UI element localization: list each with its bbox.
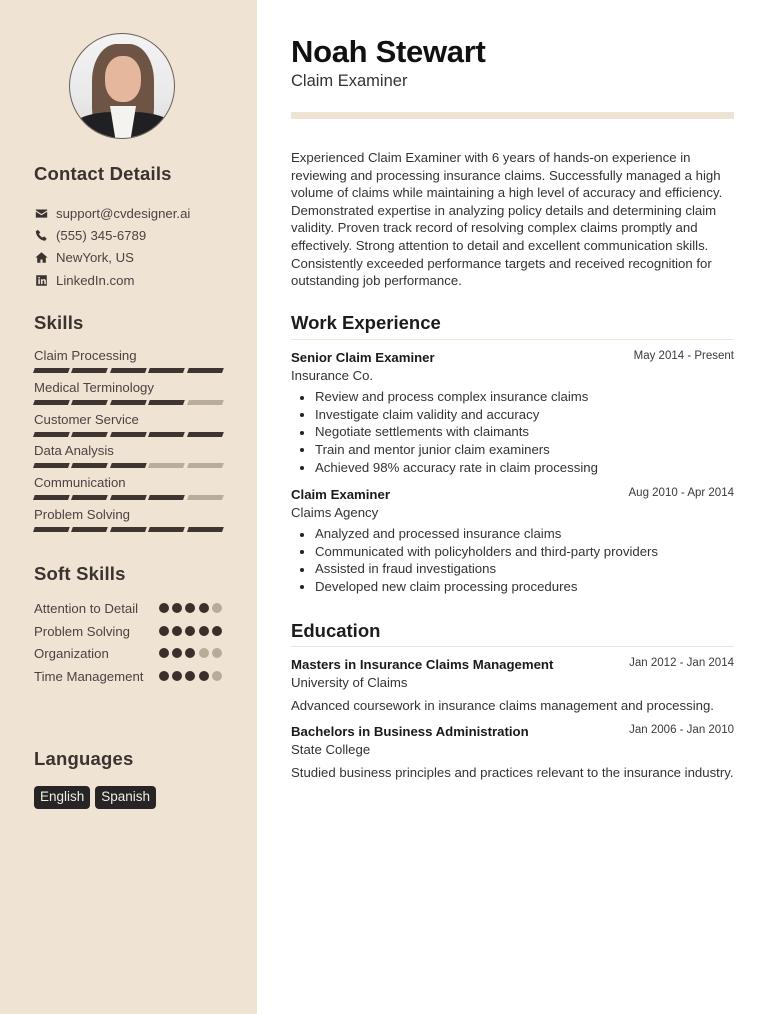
education-divider	[291, 646, 734, 647]
work-heading: Work Experience	[291, 312, 441, 333]
summary-text: Experienced Claim Examiner with 6 years of hands-on experience in reviewing and processing insurance claims. Successfully managed a high volume of claims while maintaining a high level of accuracy and efficiency. Demonstrated expertise in analyzing policy details and determining claim validity. Proven track record of resolving complex claims promptly and effectively. Strong attention to detail and excellent communication skills. Consistently exceeded performance targets and received recognition for outstanding job performance.	[291, 150, 723, 289]
work-divider	[291, 339, 734, 340]
education-description: Advanced coursework in insurance claims management and processing.	[291, 698, 714, 714]
rating-dot	[212, 603, 222, 613]
education-description: Studied business principles and practices relevant to the insurance industry.	[291, 765, 734, 781]
contact-location	[34, 247, 224, 269]
contact-linkedin[interactable]	[34, 269, 224, 291]
job-bullets	[291, 525, 734, 595]
school: State College	[291, 741, 371, 757]
rating-dot	[159, 648, 169, 658]
rating-dot	[185, 603, 195, 613]
rating-dot	[172, 603, 182, 613]
skill-segment	[187, 463, 224, 468]
skill-segment	[72, 527, 109, 532]
soft-skill-rating	[159, 623, 224, 641]
soft-skills-heading: Soft Skills	[34, 563, 126, 584]
rating-dot	[159, 671, 169, 681]
job-entry	[291, 349, 734, 476]
skill-item	[34, 347, 224, 379]
skill-segment	[187, 368, 224, 373]
rating-dot	[199, 648, 209, 658]
job-bullet: Communicated with policyholders and third-party providers	[291, 543, 734, 561]
soft-skill-label: Problem Solving	[34, 623, 131, 639]
rating-dot	[199, 671, 209, 681]
skill-segment	[187, 400, 224, 405]
skill-segment	[110, 400, 147, 405]
rating-dot	[199, 603, 209, 613]
job-bullets	[291, 388, 734, 476]
skill-level-bar	[34, 495, 224, 500]
soft-skill-item	[34, 645, 224, 663]
degree: Masters in Insurance Claims Management	[291, 657, 554, 672]
skill-level-bar	[34, 368, 224, 373]
skill-label: Claim Processing	[34, 348, 137, 363]
skill-segment	[33, 463, 70, 468]
rating-dot	[172, 671, 182, 681]
language-tag-english: English	[34, 786, 90, 809]
skills-heading: Skills	[34, 312, 84, 333]
skill-segment	[72, 368, 109, 373]
soft-skills-section	[34, 563, 224, 690]
candidate-name: Noah Stewart	[291, 34, 486, 69]
skill-label: Data Analysis	[34, 443, 114, 459]
skill-segment	[148, 495, 185, 500]
contact-email[interactable]	[34, 202, 224, 224]
soft-skill-label: Organization	[34, 646, 109, 661]
job-bullet: Assisted in fraud investigations	[291, 560, 734, 578]
header-divider	[291, 112, 734, 119]
skill-segment	[110, 527, 147, 532]
rating-dot	[212, 648, 222, 658]
rating-dot	[212, 626, 222, 636]
skill-label: Problem Solving	[34, 506, 131, 522]
skill-label: Customer Service	[34, 411, 139, 427]
languages-heading: Languages	[34, 748, 134, 769]
education-dates: Jan 2006 - Jan 2010	[629, 724, 734, 736]
soft-skill-item	[34, 600, 224, 618]
skill-segment	[148, 432, 185, 437]
skill-segment	[187, 527, 224, 532]
job-dates: May 2014 - Present	[633, 350, 734, 362]
soft-skill-rating	[159, 600, 224, 618]
job-entry	[291, 486, 734, 596]
skill-segment	[187, 495, 224, 500]
skill-segment	[33, 400, 70, 405]
skill-item	[34, 474, 224, 506]
soft-skill-item	[34, 623, 224, 641]
job-bullet: Review and process complex insurance claims	[291, 388, 734, 406]
rating-dot	[185, 648, 195, 658]
skill-item	[34, 442, 224, 474]
rating-dot	[185, 671, 195, 681]
education-entry	[291, 723, 734, 782]
contact-location-text: NewYork, US	[56, 250, 134, 266]
rating-dot	[172, 626, 182, 636]
rating-dot	[199, 626, 209, 636]
job-role: Senior Claim Examiner	[291, 350, 435, 365]
skill-segment	[110, 432, 147, 437]
contact-heading: Contact Details	[34, 163, 172, 184]
job-role: Claim Examiner	[291, 487, 390, 502]
skill-item	[34, 411, 224, 443]
job-bullet: Analyzed and processed insurance claims	[291, 525, 734, 543]
skill-segment	[33, 368, 70, 373]
skill-segment	[110, 495, 147, 500]
languages-section	[34, 748, 224, 809]
skill-level-bar	[34, 432, 224, 437]
home-icon	[34, 251, 48, 265]
skill-segment	[72, 495, 109, 500]
skill-label: Communication	[34, 475, 126, 491]
skill-segment	[148, 368, 185, 373]
school: University of Claims	[291, 674, 408, 690]
rating-dot	[172, 648, 182, 658]
skill-level-bar	[34, 527, 224, 532]
skill-segment	[72, 432, 109, 437]
skill-segment	[72, 400, 109, 405]
skill-segment	[148, 400, 185, 405]
job-bullet: Negotiate settlements with claimants	[291, 423, 734, 441]
rating-dot	[159, 626, 169, 636]
envelope-icon	[34, 206, 48, 220]
rating-dot	[185, 626, 195, 636]
job-bullet: Developed new claim processing procedures	[291, 578, 734, 596]
contact-section	[34, 163, 224, 291]
language-tag-spanish: Spanish	[95, 786, 156, 809]
soft-skill-label: Time Management	[34, 668, 144, 684]
job-bullet: Investigate claim validity and accuracy	[291, 406, 734, 424]
skills-section	[34, 312, 224, 538]
phone-icon	[34, 228, 48, 242]
rating-dot	[159, 603, 169, 613]
soft-skill-item	[34, 668, 224, 686]
skill-level-bar	[34, 400, 224, 405]
education-heading: Education	[291, 620, 381, 641]
soft-skill-rating	[159, 645, 224, 663]
contact-email-text: support@cvdesigner.ai	[56, 205, 191, 221]
sidebar	[0, 0, 257, 1014]
education-entry	[291, 656, 734, 715]
linkedin-icon	[34, 273, 48, 287]
skill-segment	[110, 463, 147, 468]
profile-photo	[69, 33, 175, 139]
rating-dot	[212, 671, 222, 681]
job-bullet: Achieved 98% accuracy rate in claim processing	[291, 459, 734, 477]
contact-phone[interactable]	[34, 224, 224, 246]
soft-skill-label: Attention to Detail	[34, 601, 139, 616]
contact-phone-text: (555) 345-6789	[56, 227, 147, 243]
candidate-title: Claim Examiner	[291, 72, 408, 90]
skill-segment	[148, 463, 185, 468]
skill-segment	[110, 368, 147, 373]
job-bullet: Train and mentor junior claim examiners	[291, 441, 734, 459]
skill-segment	[148, 527, 185, 532]
skill-segment	[33, 527, 70, 532]
degree: Bachelors in Business Administration	[291, 724, 529, 739]
skill-level-bar	[34, 463, 224, 468]
skill-label: Medical Terminology	[34, 379, 154, 395]
job-dates: Aug 2010 - Apr 2014	[628, 487, 734, 499]
skill-segment	[33, 432, 70, 437]
skill-segment	[187, 432, 224, 437]
job-org: Insurance Co.	[291, 367, 374, 383]
contact-linkedin-text: LinkedIn.com	[56, 272, 135, 288]
skill-segment	[33, 495, 70, 500]
education-dates: Jan 2012 - Jan 2014	[629, 657, 734, 669]
skill-item	[34, 379, 224, 411]
job-org: Claims Agency	[291, 504, 379, 520]
soft-skill-rating	[159, 668, 224, 686]
skill-segment	[72, 463, 109, 468]
skill-item	[34, 506, 224, 538]
